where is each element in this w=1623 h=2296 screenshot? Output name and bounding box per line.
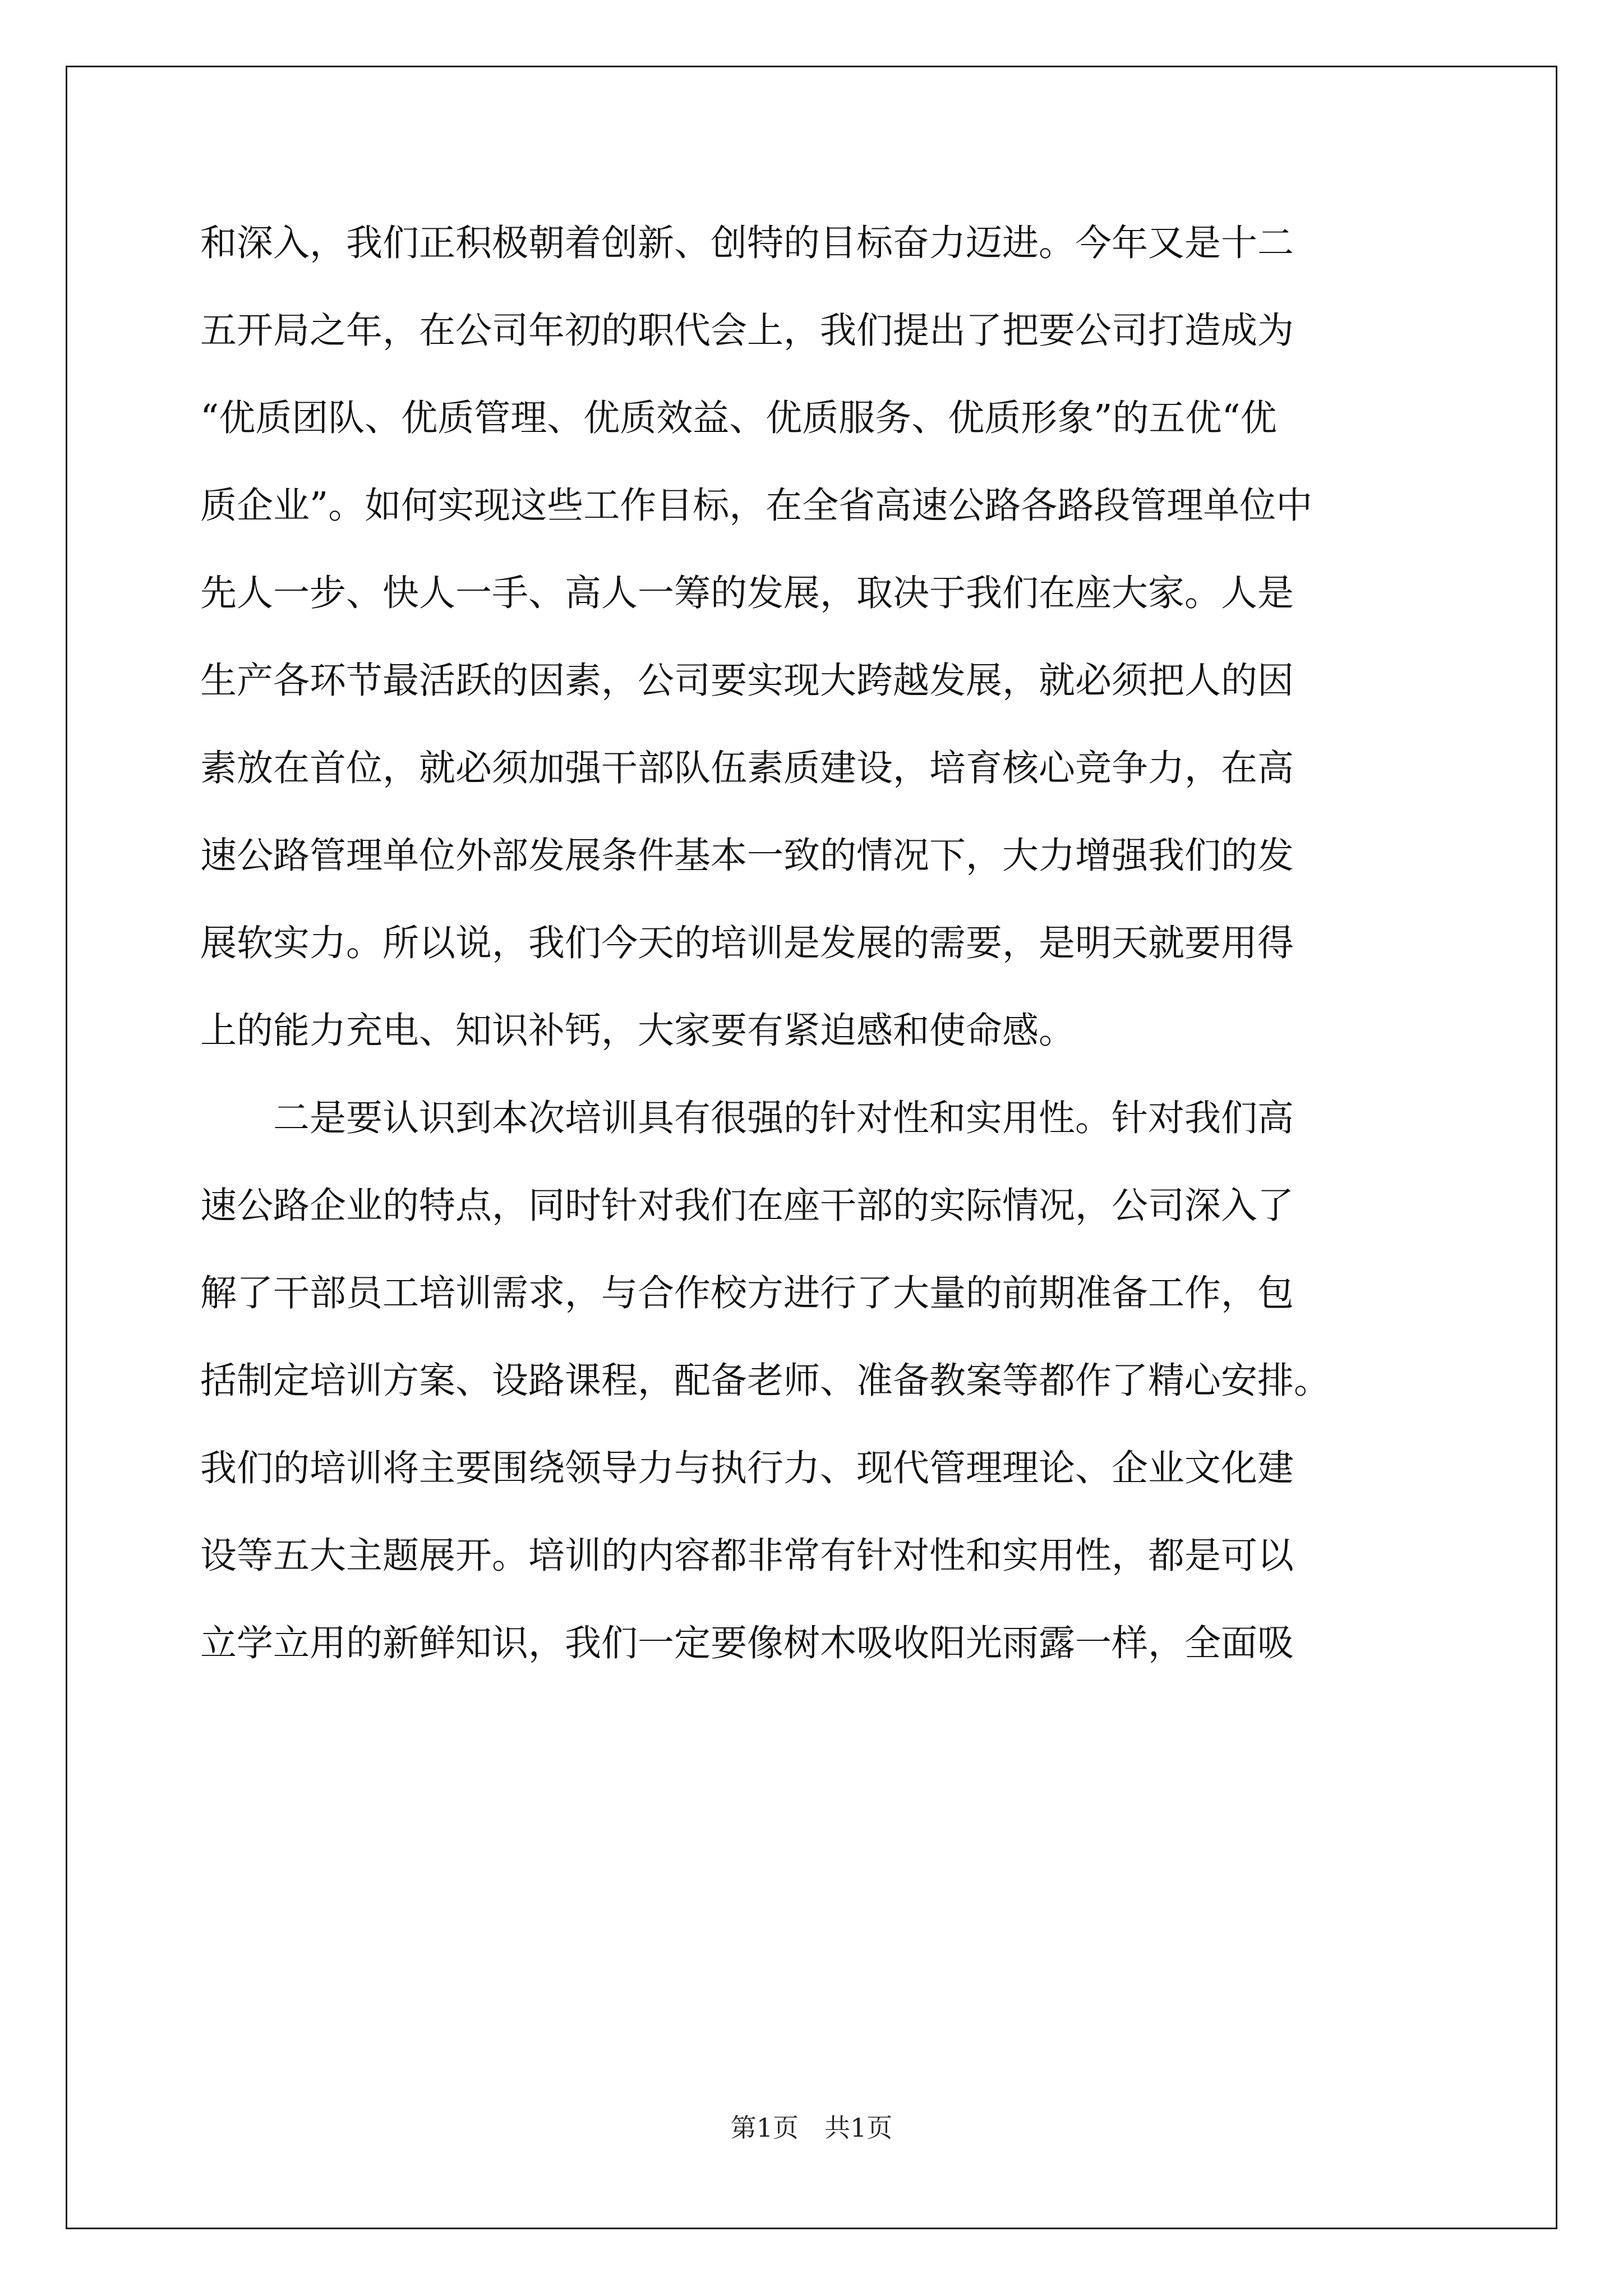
text-line: 速公路管理单位外部发展条件基本一致的情况下，大力增强我们的发 [200, 835, 1294, 877]
document-body [200, 200, 1428, 1687]
text-line: 展软实力。所以说，我们今天的培训是发展的需要，是明天就要用得 [200, 922, 1294, 964]
text-line: 速公路企业的特点，同时针对我们在座干部的实际情况，公司深入了 [200, 1185, 1294, 1227]
text-line: 素放在首位，就必须加强干部队伍素质建设，培育核心竞争力，在高 [200, 747, 1294, 789]
text-line: 五开局之年，在公司年初的职代会上，我们提出了把要公司打造成为 [200, 310, 1294, 352]
text-line: “优质团队、优质管理、优质效益、优质服务、优质形象”的五优“优 [200, 397, 1277, 439]
text-line: 二是要认识到本次培训具有很强的针对性和实用性。针对我们高 [200, 1097, 1294, 1139]
text-line: 我们的培训将主要围绕领导力与执行力、现代管理理论、企业文化建 [200, 1447, 1294, 1489]
text-line: 和深入，我们正积极朝着创新、创特的目标奋力迈进。今年又是十二 [200, 222, 1294, 264]
text-line: 解了干部员工培训需求，与合作校方进行了大量的前期准备工作，包 [200, 1272, 1294, 1314]
text-line: 先人一步、快人一手、高人一筹的发展，取决于我们在座大家。人是 [200, 572, 1294, 614]
text-line: 上的能力充电、知识补钙，大家要有紧迫感和使命感。 [200, 1010, 1076, 1052]
text-line: 立学立用的新鲜知识，我们一定要像树木吸收阳光雨露一样，全面吸 [200, 1622, 1294, 1664]
text-line: 括制定培训方案、设路课程，配备老师、准备教案等都作了精心安排。 [200, 1360, 1331, 1402]
text-line: 设等五大主题展开。培训的内容都非常有针对性和实用性，都是可以 [200, 1535, 1294, 1577]
page-footer: 第1页 共1页 [730, 2113, 893, 2143]
text-line: 生产各环节最活跃的因素，公司要实现大跨越发展，就必须把人的因 [200, 660, 1294, 702]
text-line: 质企业”。如何实现这些工作目标，在全省高速公路各路段管理单位中 [200, 485, 1313, 527]
